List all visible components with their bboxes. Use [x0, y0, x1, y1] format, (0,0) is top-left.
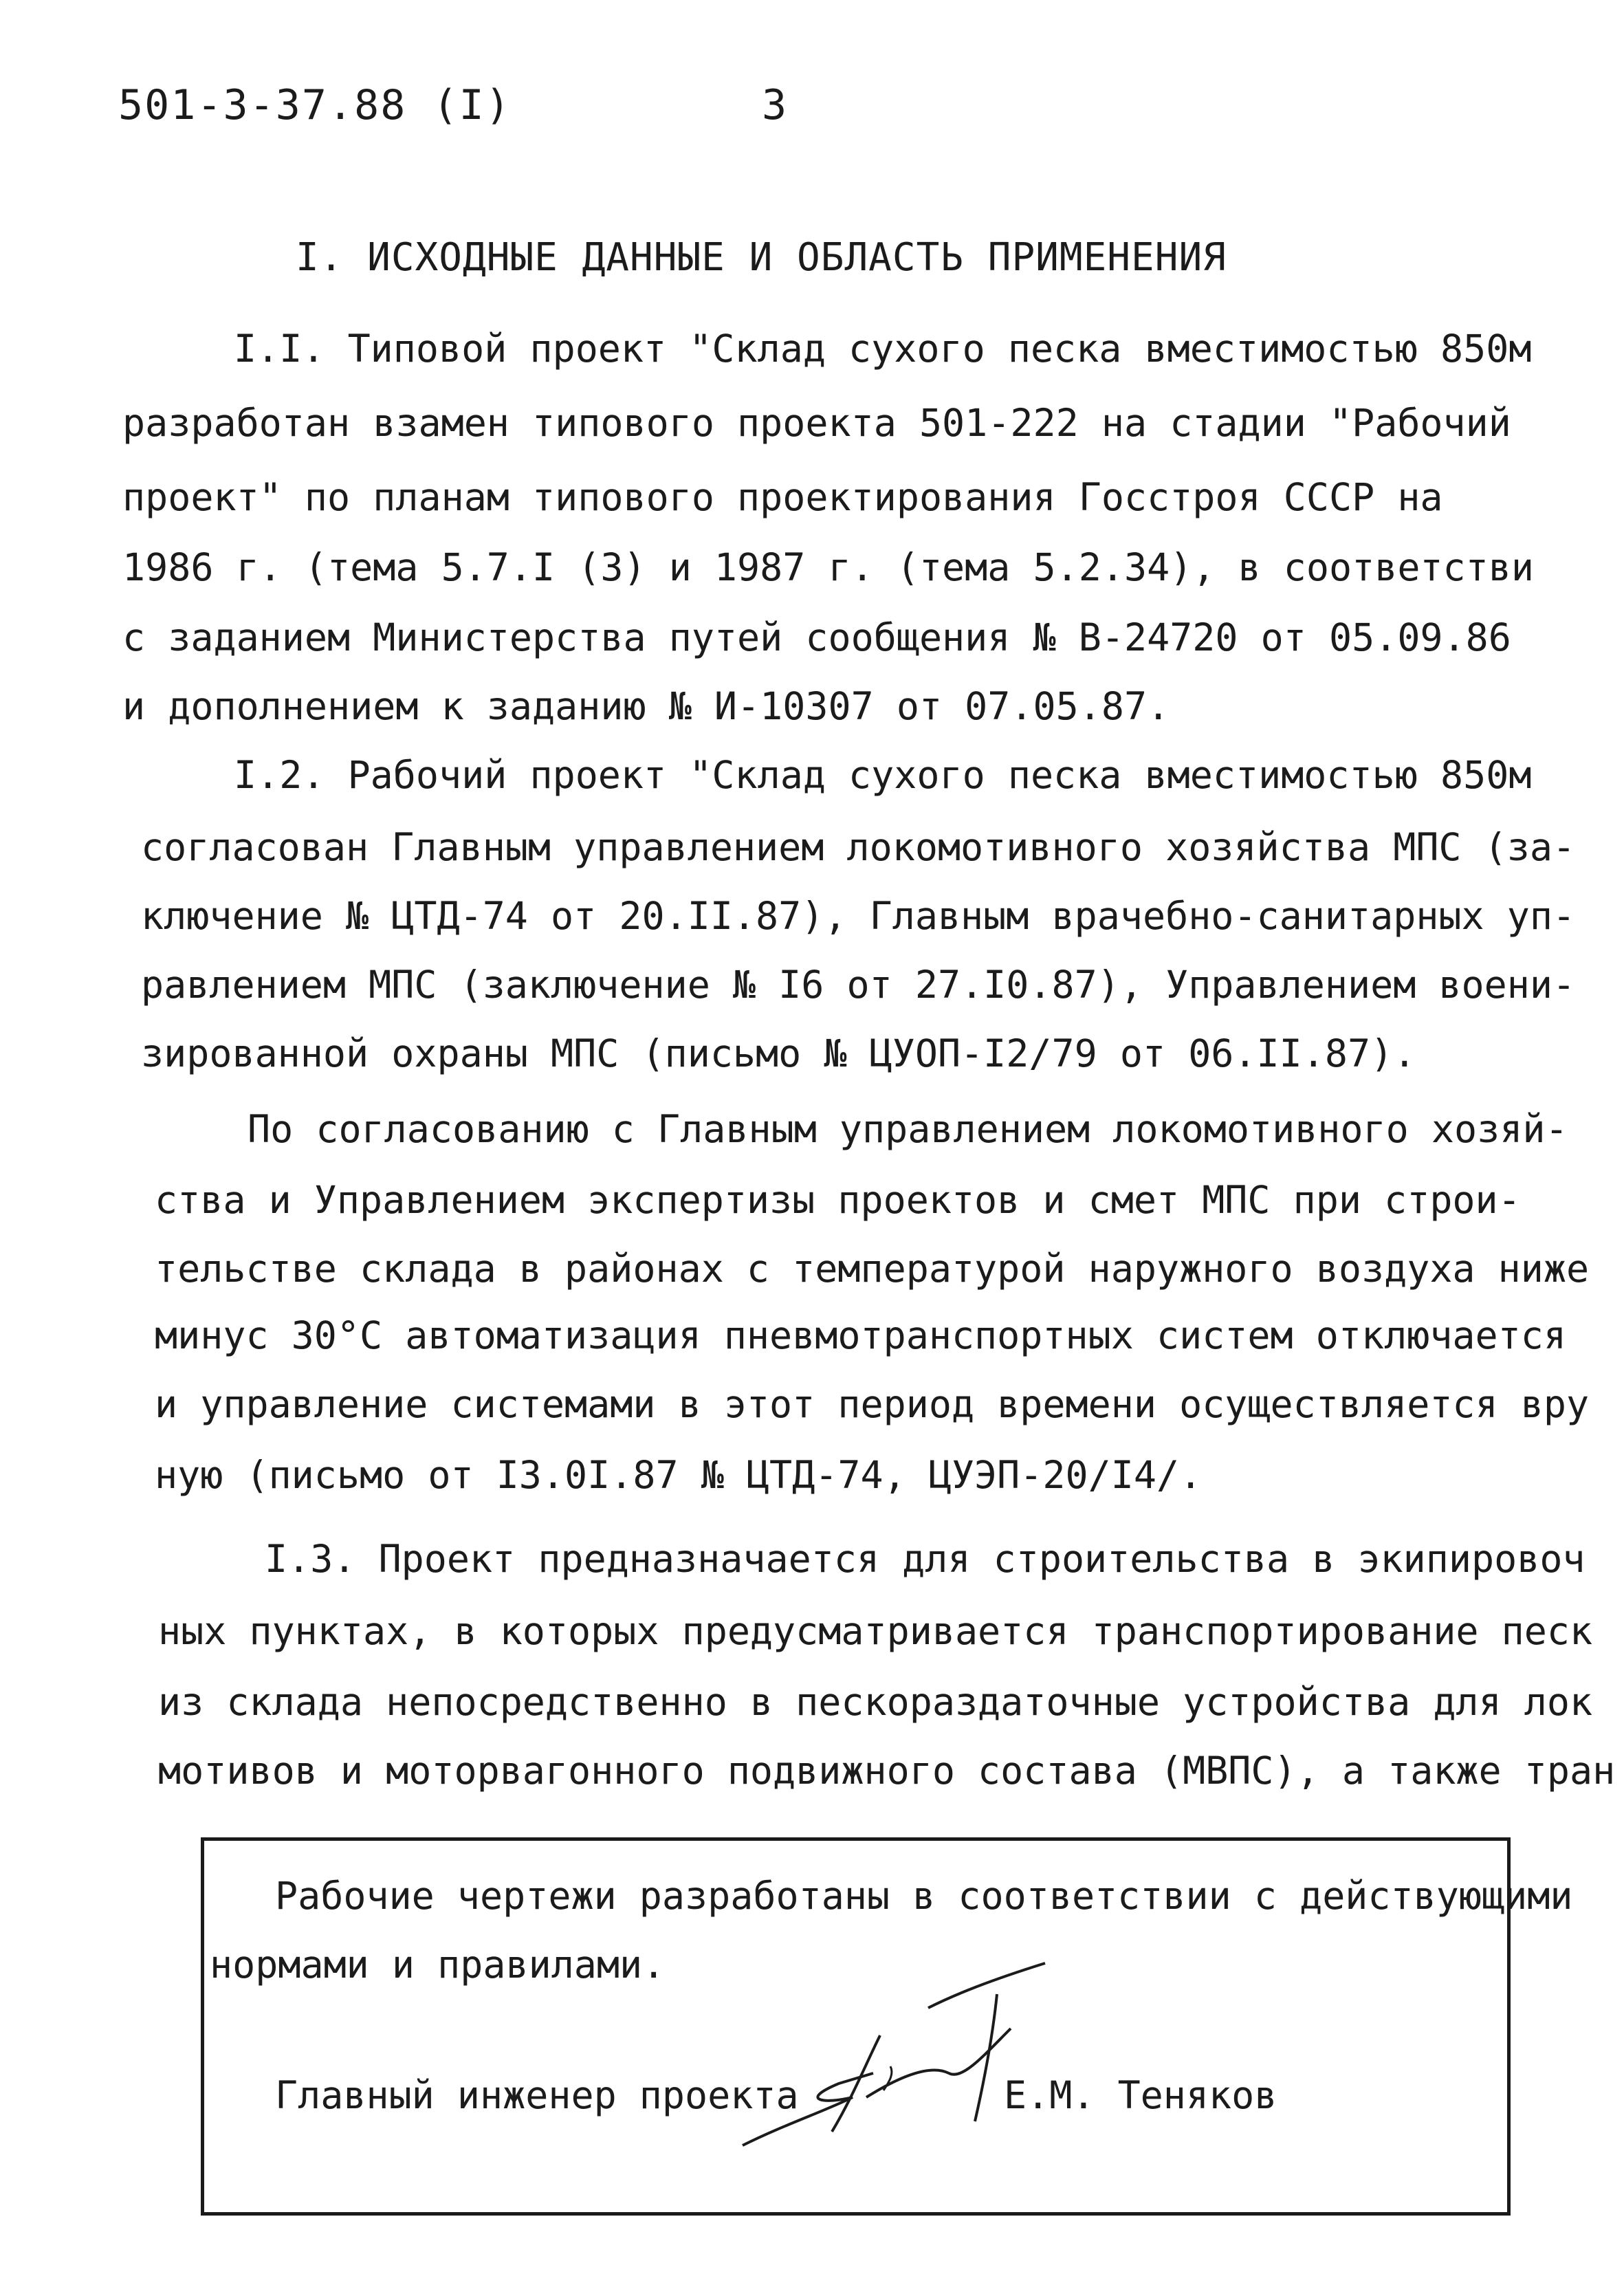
body-line: ную (письмо от I3.0I.87 № ЦТД-74, ЦУЭП-20/I4/.	[155, 1453, 1203, 1497]
body-line: мотивов и моторвагонного подвижного состава (МВПС), а также тран	[158, 1749, 1616, 1793]
section-title: I. ИСХОДНЫЕ ДАННЫЕ И ОБЛАСТЬ ПРИМЕНЕНИЯ	[296, 235, 1227, 280]
body-line: I.2. Рабочий проект "Склад сухого песка вместимостью 850м	[234, 753, 1532, 797]
body-line: и управление системами в этот период времени осуществляется вру	[155, 1382, 1590, 1426]
body-line: По согласованию с Главным управлением локомотивного хозяй-	[248, 1107, 1568, 1151]
chief-engineer-label: Главный инженер проекта	[275, 2073, 799, 2117]
signatory-name: Е.М. Теняков	[1004, 2073, 1277, 2117]
body-line: из склада непосредственно в пескораздаточные устройства для лок	[158, 1680, 1593, 1724]
body-line: и дополнением к заданию № И-10307 от 07.05.87.	[122, 684, 1170, 728]
body-line: минус 30°С автоматизация пневмотранспортных систем отключается	[155, 1313, 1566, 1357]
body-line: согласован Главным управлением локомотивного хозяйства МПС (за-	[141, 825, 1576, 869]
body-line: с заданием Министерства путей сообщения № В-24720 от 05.09.86	[122, 615, 1511, 659]
body-line: равлением МПС (заключение № I6 от 27.I0.87), Управлением воени-	[141, 963, 1576, 1007]
handwritten-signature	[722, 1925, 1079, 2173]
body-line: ключение № ЦТД-74 от 20.II.87), Главным врачебно-санитарных уп-	[141, 894, 1576, 938]
body-line: зированной охраны МПС (письмо № ЦУОП-I2/79 от 06.II.87).	[141, 1031, 1416, 1075]
body-line: ных пунктах, в которых предусматривается транспортирование песк	[158, 1609, 1593, 1653]
stamp-statement: Рабочие чертежи разработаны в соответствии с действующими	[275, 1874, 1573, 1918]
document-code: 501-3-37.88 (I)	[118, 81, 512, 129]
body-line: тельстве склада в районах с температурой наружного воздуха ниже	[155, 1247, 1590, 1291]
body-line: I.3. Проект предназначается для строительства в экипировоч	[265, 1537, 1585, 1581]
body-line: разработан взамен типового проекта 501-222 на стадии "Рабочий	[122, 401, 1511, 445]
stamp-statement-continued: нормами и правилами.	[210, 1943, 666, 1987]
body-line: I.I. Типовой проект "Склад сухого песка вместимостью 850м	[234, 327, 1532, 371]
body-line: 1986 г. (тема 5.7.I (3) и 1987 г. (тема 5.2.34), в соответстви	[122, 545, 1534, 589]
page-number: 3	[762, 81, 787, 129]
body-line: проект" по планам типового проектирования Госстроя СССР на	[122, 475, 1443, 519]
body-line: ства и Управлением экспертизы проектов и смет МПС при строи-	[155, 1178, 1521, 1222]
